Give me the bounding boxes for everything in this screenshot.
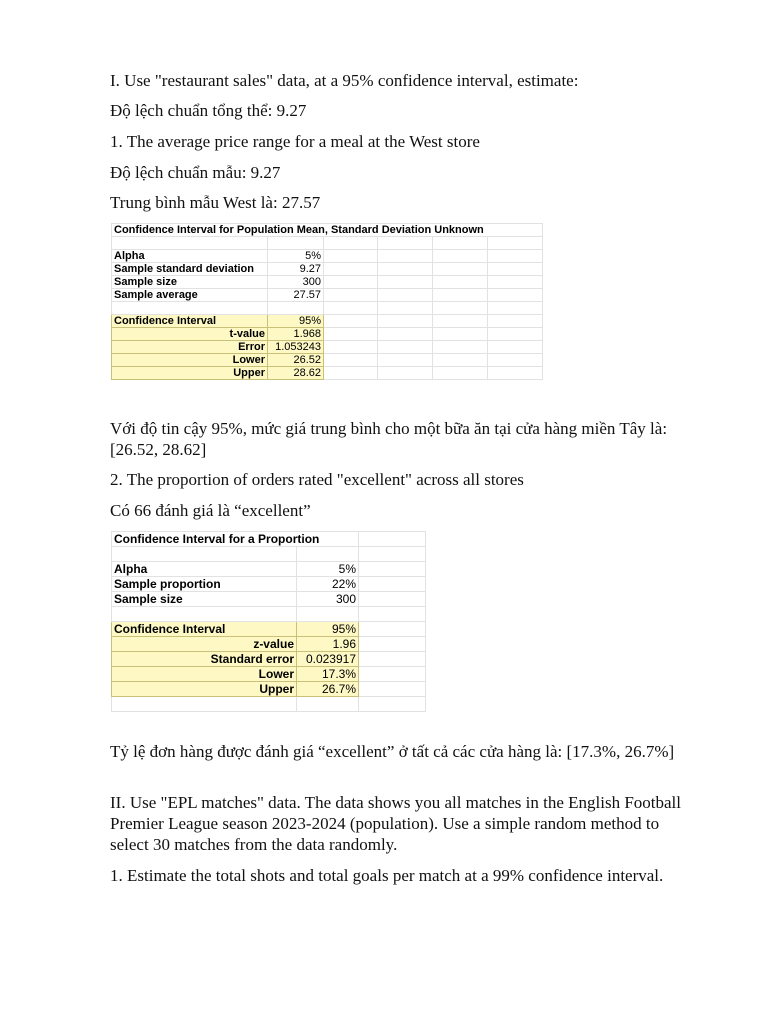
upper-value: 26.7% — [297, 682, 359, 697]
table-row — [112, 622, 426, 637]
mean-ci-conclusion: Với độ tin cậy 95%, mức giá trung bình cho một bữa ăn tại cửa hàng miền Tây là: [26.52, 28.62] — [110, 419, 668, 459]
t-value: 1.968 — [268, 328, 324, 341]
section-2-question-1: 1. Estimate the total shots and total goals per match at a 99% confidence interval. — [110, 866, 664, 885]
lower-label: Lower — [112, 667, 297, 682]
table-row — [112, 367, 543, 380]
z-value: 1.96 — [297, 637, 359, 652]
ci-value: 95% — [297, 622, 359, 637]
sample-sd-text: Độ lệch chuẩn mẫu: 9.27 — [110, 163, 281, 182]
table-row — [112, 263, 543, 276]
sample-size-label: Sample size — [112, 276, 268, 289]
table-row — [112, 302, 543, 315]
standard-error-label: Standard error — [112, 652, 297, 667]
table-row — [112, 250, 543, 263]
table-row — [112, 315, 543, 328]
error-value: 1.053243 — [268, 341, 324, 354]
lower-value: 17.3% — [297, 667, 359, 682]
upper-label: Upper — [112, 367, 268, 380]
alpha-value: 5% — [268, 250, 324, 263]
sample-size-value: 300 — [268, 276, 324, 289]
standard-error-value: 0.023917 — [297, 652, 359, 667]
section-2-heading: II. Use "EPL matches" data. The data shows you all matches in the English Football Premier League season 2023-2024 (population). Use a simple random method to select 30 matches from the data randomly. — [110, 793, 681, 854]
table-row — [112, 667, 426, 682]
table-row — [112, 637, 426, 652]
sample-average-value: 27.57 — [268, 289, 324, 302]
table-row — [112, 532, 426, 547]
sample-average-label: Sample average — [112, 289, 268, 302]
proportion-value: 22% — [297, 577, 359, 592]
proportion-ci-table — [111, 531, 426, 712]
question-2-text: 2. The proportion of orders rated "excellent" across all stores — [110, 470, 524, 489]
table-row — [112, 237, 543, 250]
table-row — [112, 607, 426, 622]
lower-value: 26.52 — [268, 354, 324, 367]
table-row — [112, 577, 426, 592]
population-sd-text: Độ lệch chuẩn tổng thể: 9.27 — [110, 101, 307, 120]
error-label: Error — [112, 341, 268, 354]
table-row — [112, 224, 543, 237]
table-row — [112, 354, 543, 367]
upper-label: Upper — [112, 682, 297, 697]
table-row — [112, 682, 426, 697]
sample-mean-text: Trung bình mẫu West là: 27.57 — [110, 193, 321, 212]
ci-label: Confidence Interval — [112, 315, 268, 328]
table-row — [112, 652, 426, 667]
sd-label: Sample standard deviation — [112, 263, 268, 276]
table-row — [112, 592, 426, 607]
table-row — [112, 341, 543, 354]
proportion-ci-conclusion: Tỷ lệ đơn hàng được đánh giá “excellent” ở tất cả các cửa hàng là: [17.3%, 26.7%] — [110, 742, 675, 761]
t-value-label: t-value — [112, 328, 268, 341]
alpha-label: Alpha — [112, 562, 297, 577]
table-title: Confidence Interval for Population Mean, Standard Deviation Unknown — [112, 224, 543, 237]
excellent-count-text: Có 66 đánh giá là “excellent” — [110, 501, 311, 520]
alpha-label: Alpha — [112, 250, 268, 263]
sd-value: 9.27 — [268, 263, 324, 276]
table-row — [112, 547, 426, 562]
z-value-label: z-value — [112, 637, 297, 652]
question-1-text: 1. The average price range for a meal at the West store — [110, 132, 480, 151]
alpha-value: 5% — [297, 562, 359, 577]
mean-ci-table — [111, 223, 543, 380]
table-row — [112, 276, 543, 289]
table-row — [112, 328, 543, 341]
sample-size-value: 300 — [297, 592, 359, 607]
ci-label: Confidence Interval — [112, 622, 297, 637]
table-row — [112, 697, 426, 712]
sample-size-label: Sample size — [112, 592, 297, 607]
proportion-label: Sample proportion — [112, 577, 297, 592]
upper-value: 28.62 — [268, 367, 324, 380]
section-1-heading: I. Use "restaurant sales" data, at a 95% confidence interval, estimate: — [110, 71, 579, 90]
table-row — [112, 562, 426, 577]
table-title: Confidence Interval for a Proportion — [112, 532, 359, 547]
ci-value: 95% — [268, 315, 324, 328]
lower-label: Lower — [112, 354, 268, 367]
table-row — [112, 289, 543, 302]
